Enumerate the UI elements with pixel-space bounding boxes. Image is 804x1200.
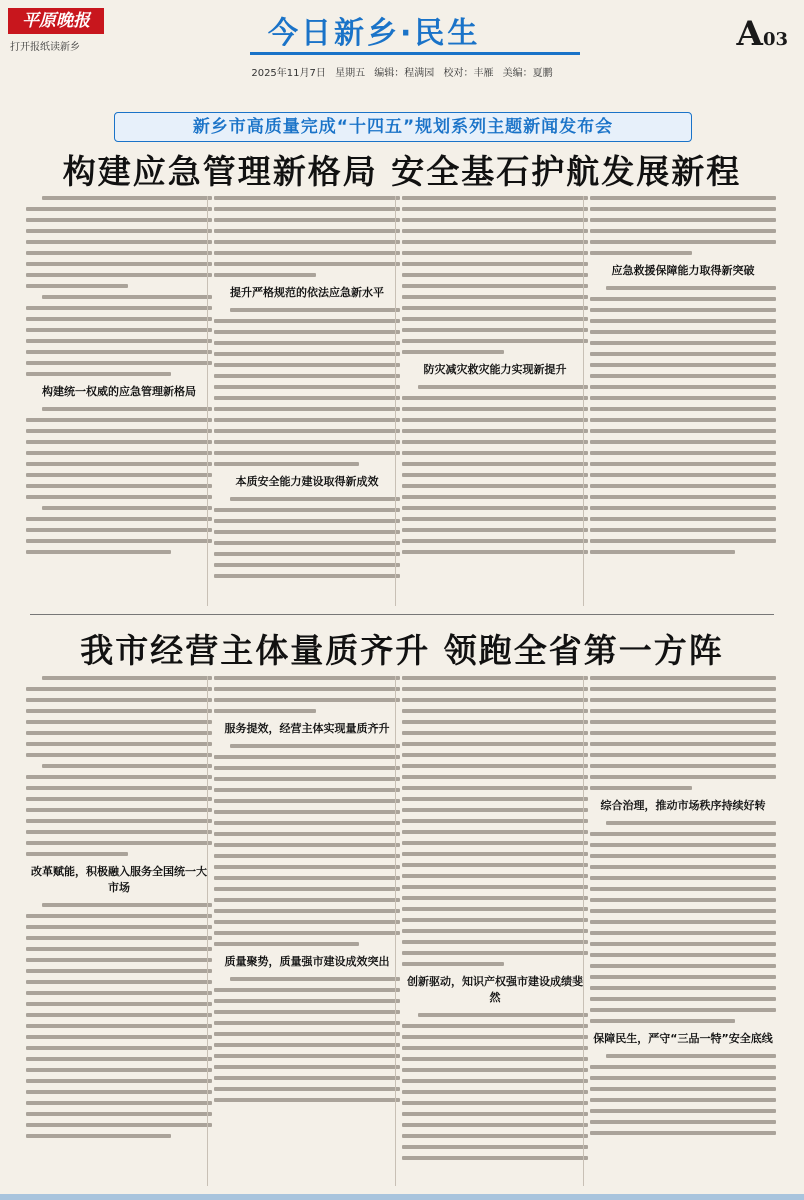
article1-column-4	[590, 196, 776, 561]
body-text-placeholder	[590, 1054, 776, 1135]
article1-subhead-3: 本质安全能力建设取得新成效	[235, 475, 379, 488]
page-digits: 03	[762, 29, 788, 50]
body-text-placeholder	[402, 1013, 588, 1160]
column-divider	[207, 676, 208, 1186]
dateline-editor: 编辑：程满园	[374, 68, 435, 79]
article2-subhead-2: 服务提效，经营主体实现量质齐升	[224, 722, 390, 735]
body-text-placeholder	[26, 903, 212, 1138]
dateline-designer: 美编：夏鹏	[502, 68, 553, 79]
logo-slogan: 打开报纸读新乡	[10, 42, 80, 53]
article1-subhead-2: 提升严格规范的依法应急新水平	[230, 286, 384, 299]
article2-column-1	[26, 676, 212, 1145]
column-divider	[583, 676, 584, 1186]
article2-subhead-3: 质量聚势，质量强市建设成效突出	[224, 955, 390, 968]
series-banner	[114, 112, 692, 142]
article2-column-4	[590, 676, 776, 1142]
body-text-placeholder	[214, 196, 400, 277]
body-text-placeholder	[590, 821, 776, 1023]
article1-column-2	[214, 196, 400, 585]
body-text-placeholder	[26, 196, 212, 376]
dateline-proofreader: 校对：丰雁	[443, 68, 494, 79]
article2-subhead-6: 保障民生，严守“三品一特”安全底线	[593, 1032, 773, 1045]
column-divider	[207, 196, 208, 606]
article1-headline: 构建应急管理新格局 安全基石护航发展新程	[62, 152, 742, 191]
newspaper-logo: 平原晚报	[8, 8, 104, 34]
article1-column-1	[26, 196, 212, 561]
article2-column-2	[214, 676, 400, 1109]
body-text-placeholder	[214, 497, 400, 578]
body-text-placeholder	[402, 676, 588, 966]
article1-column-3	[402, 196, 588, 561]
article2-headline: 我市经营主体量质齐升 领跑全省第一方阵	[80, 631, 724, 670]
dateline	[0, 64, 804, 79]
column-divider	[395, 196, 396, 606]
article1-subhead-4: 防灾减灾救灾能力实现新提升	[423, 363, 567, 376]
section-title: 今日新乡·民生	[268, 16, 481, 51]
article2-subhead-5: 综合治理，推动市场秩序持续好转	[600, 799, 766, 812]
body-text-placeholder	[214, 977, 400, 1102]
article1-subhead-5: 应急救援保障能力取得新突破	[611, 264, 755, 277]
body-text-placeholder	[26, 407, 212, 554]
body-text-placeholder	[590, 196, 776, 255]
page-letter: A	[736, 14, 763, 54]
body-text-placeholder	[402, 385, 588, 554]
section-title-underline	[250, 52, 580, 55]
body-text-placeholder	[402, 196, 588, 354]
page-footer-bar	[0, 1194, 804, 1200]
article2-subhead-1: 改革赋能，积极融入服务全国统一大市场	[31, 865, 207, 894]
body-text-placeholder	[214, 308, 400, 466]
body-text-placeholder	[26, 676, 212, 856]
dateline-weekday: 星期五	[335, 68, 366, 79]
series-banner-text: 新乡市高质量完成“十四五”规划系列主题新闻发布会	[192, 117, 614, 137]
column-divider	[395, 676, 396, 1186]
page-number	[737, 14, 788, 54]
body-text-placeholder	[590, 676, 776, 790]
column-divider	[583, 196, 584, 606]
article1-subhead-1: 构建统一权威的应急管理新格局	[42, 385, 196, 398]
article-separator	[30, 614, 774, 615]
body-text-placeholder	[214, 676, 400, 713]
masthead	[0, 0, 804, 78]
body-text-placeholder	[590, 286, 776, 554]
dateline-date: 2025年11月7日	[251, 68, 326, 79]
article2-subhead-4: 创新驱动，知识产权强市建设成绩斐然	[407, 975, 583, 1004]
article2-column-3	[402, 676, 588, 1167]
body-text-placeholder	[214, 744, 400, 946]
